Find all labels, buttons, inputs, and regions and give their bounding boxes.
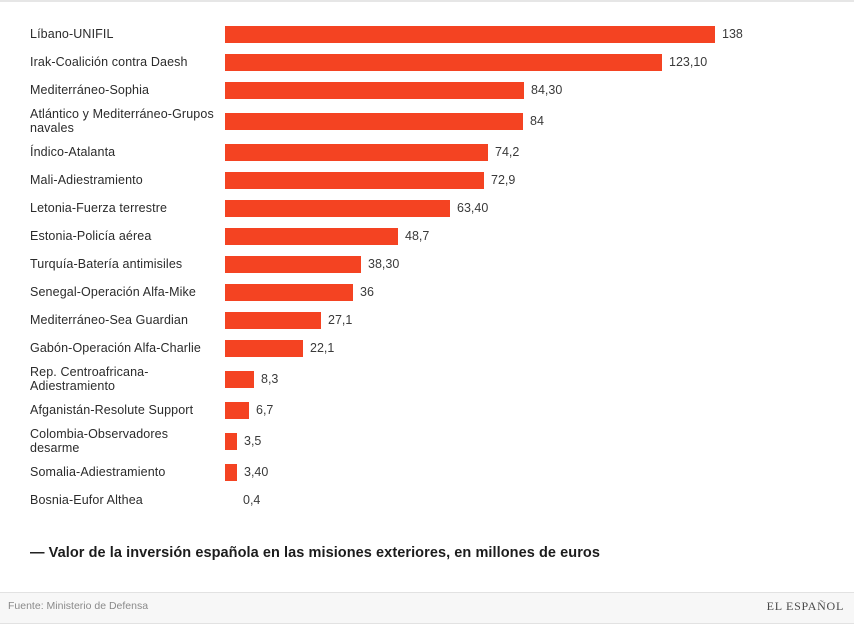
bar-value-label: 138	[722, 27, 743, 41]
bar-track	[225, 138, 854, 166]
bar-chart	[0, 20, 854, 512]
bar-row	[0, 222, 854, 250]
bar-track	[225, 278, 854, 306]
bar-value-label: 3,40	[244, 465, 269, 479]
bar-value-label: 3,5	[244, 434, 262, 448]
bar-fill	[225, 402, 249, 419]
bar-category-label: Gabón-Operación Alfa-Charlie	[30, 341, 201, 355]
bar-category-label: Senegal-Operación Alfa-Mike	[30, 285, 196, 299]
bar-fill	[225, 312, 321, 329]
bar-category-label: Mali-Adiestramiento	[30, 173, 143, 187]
bar-track	[225, 20, 854, 48]
top-divider	[0, 0, 854, 2]
bar-category-label: Rep. Centroafricana-Adiestramiento	[30, 365, 149, 393]
bar-row	[0, 334, 854, 362]
bar-category-label: Somalia-Adiestramiento	[30, 465, 166, 479]
source-label: Fuente: Ministerio de Defensa	[8, 600, 149, 612]
bar-category-label: Índico-Atalanta	[30, 145, 116, 159]
bar-track	[225, 306, 854, 334]
bar-category-label: Irak-Coalición contra Daesh	[30, 55, 188, 69]
bar-fill	[225, 200, 450, 217]
bar-category-label: Mediterráneo-Sea Guardian	[30, 313, 189, 327]
bar-value-label: 48,7	[405, 229, 430, 243]
bar-fill	[225, 256, 361, 273]
bar-track	[225, 222, 854, 250]
bar-track	[225, 458, 854, 486]
bar-track	[225, 396, 854, 424]
bar-value-label: 84	[530, 114, 544, 128]
bar-fill	[225, 113, 523, 130]
caption-block	[30, 545, 820, 561]
bar-rows	[0, 20, 854, 514]
bar-track	[225, 76, 854, 104]
bar-value-label: 0,4	[243, 493, 261, 507]
bar-row	[0, 306, 854, 334]
bar-fill	[225, 82, 524, 99]
bar-value-label: 123,10	[669, 55, 708, 69]
bar-category-label: Estonia-Policía aérea	[30, 229, 152, 243]
footer-bottom-divider	[0, 623, 854, 624]
bar-track	[225, 486, 854, 514]
bar-row	[0, 48, 854, 76]
bar-row	[0, 166, 854, 194]
bar-category-label: Turquía-Batería antimisiles	[30, 257, 183, 271]
bar-row	[0, 20, 854, 48]
bar-row	[0, 424, 854, 458]
bar-fill	[225, 371, 254, 388]
bar-row	[0, 76, 854, 104]
bar-fill	[225, 464, 237, 481]
bar-category-label: Bosnia-Eufor Althea	[30, 493, 143, 507]
bar-row	[0, 362, 854, 396]
bar-value-label: 27,1	[328, 313, 353, 327]
bar-value-label: 63,40	[457, 201, 489, 215]
bar-row	[0, 250, 854, 278]
bar-row	[0, 194, 854, 222]
bar-row	[0, 104, 854, 138]
bar-row	[0, 138, 854, 166]
bar-category-label: Mediterráneo-Sophia	[30, 83, 150, 97]
bar-value-label: 74,2	[495, 145, 520, 159]
bar-track	[225, 424, 854, 458]
bar-value-label: 6,7	[256, 403, 274, 417]
bar-track	[225, 362, 854, 396]
bar-fill	[225, 26, 715, 43]
bar-fill	[225, 228, 398, 245]
bar-category-label: Atlántico y Mediterráneo-Grupos navales	[30, 107, 214, 135]
bar-value-label: 72,9	[491, 173, 516, 187]
bar-category-label: Colombia-Observadores desarme	[30, 427, 169, 455]
bar-row	[0, 278, 854, 306]
chart-caption: — Valor de la inversión española en las misiones exteriores, en millones de euros	[30, 545, 600, 561]
bar-category-label: Afganistán-Resolute Support	[30, 403, 194, 417]
bar-track	[225, 250, 854, 278]
bar-track	[225, 194, 854, 222]
bar-row	[0, 458, 854, 486]
bar-value-label: 22,1	[310, 341, 335, 355]
bar-fill	[225, 433, 237, 450]
bar-value-label: 36	[360, 285, 374, 299]
bar-track	[225, 334, 854, 362]
brand-logo: EL ESPAÑOL	[766, 599, 844, 613]
bar-value-label: 84,30	[531, 83, 563, 97]
bar-value-label: 8,3	[261, 372, 279, 386]
bar-fill	[225, 284, 353, 301]
bar-fill	[225, 54, 662, 71]
bar-fill	[225, 340, 303, 357]
bar-category-label: Letonia-Fuerza terrestre	[30, 201, 168, 215]
bar-track	[225, 48, 854, 76]
bar-row	[0, 486, 854, 514]
bar-row	[0, 396, 854, 424]
bar-value-label: 38,30	[368, 257, 400, 271]
bar-fill	[225, 172, 484, 189]
bar-track	[225, 104, 854, 138]
bar-category-label: Líbano-UNIFIL	[30, 27, 114, 41]
bar-fill	[225, 144, 488, 161]
bar-track	[225, 166, 854, 194]
